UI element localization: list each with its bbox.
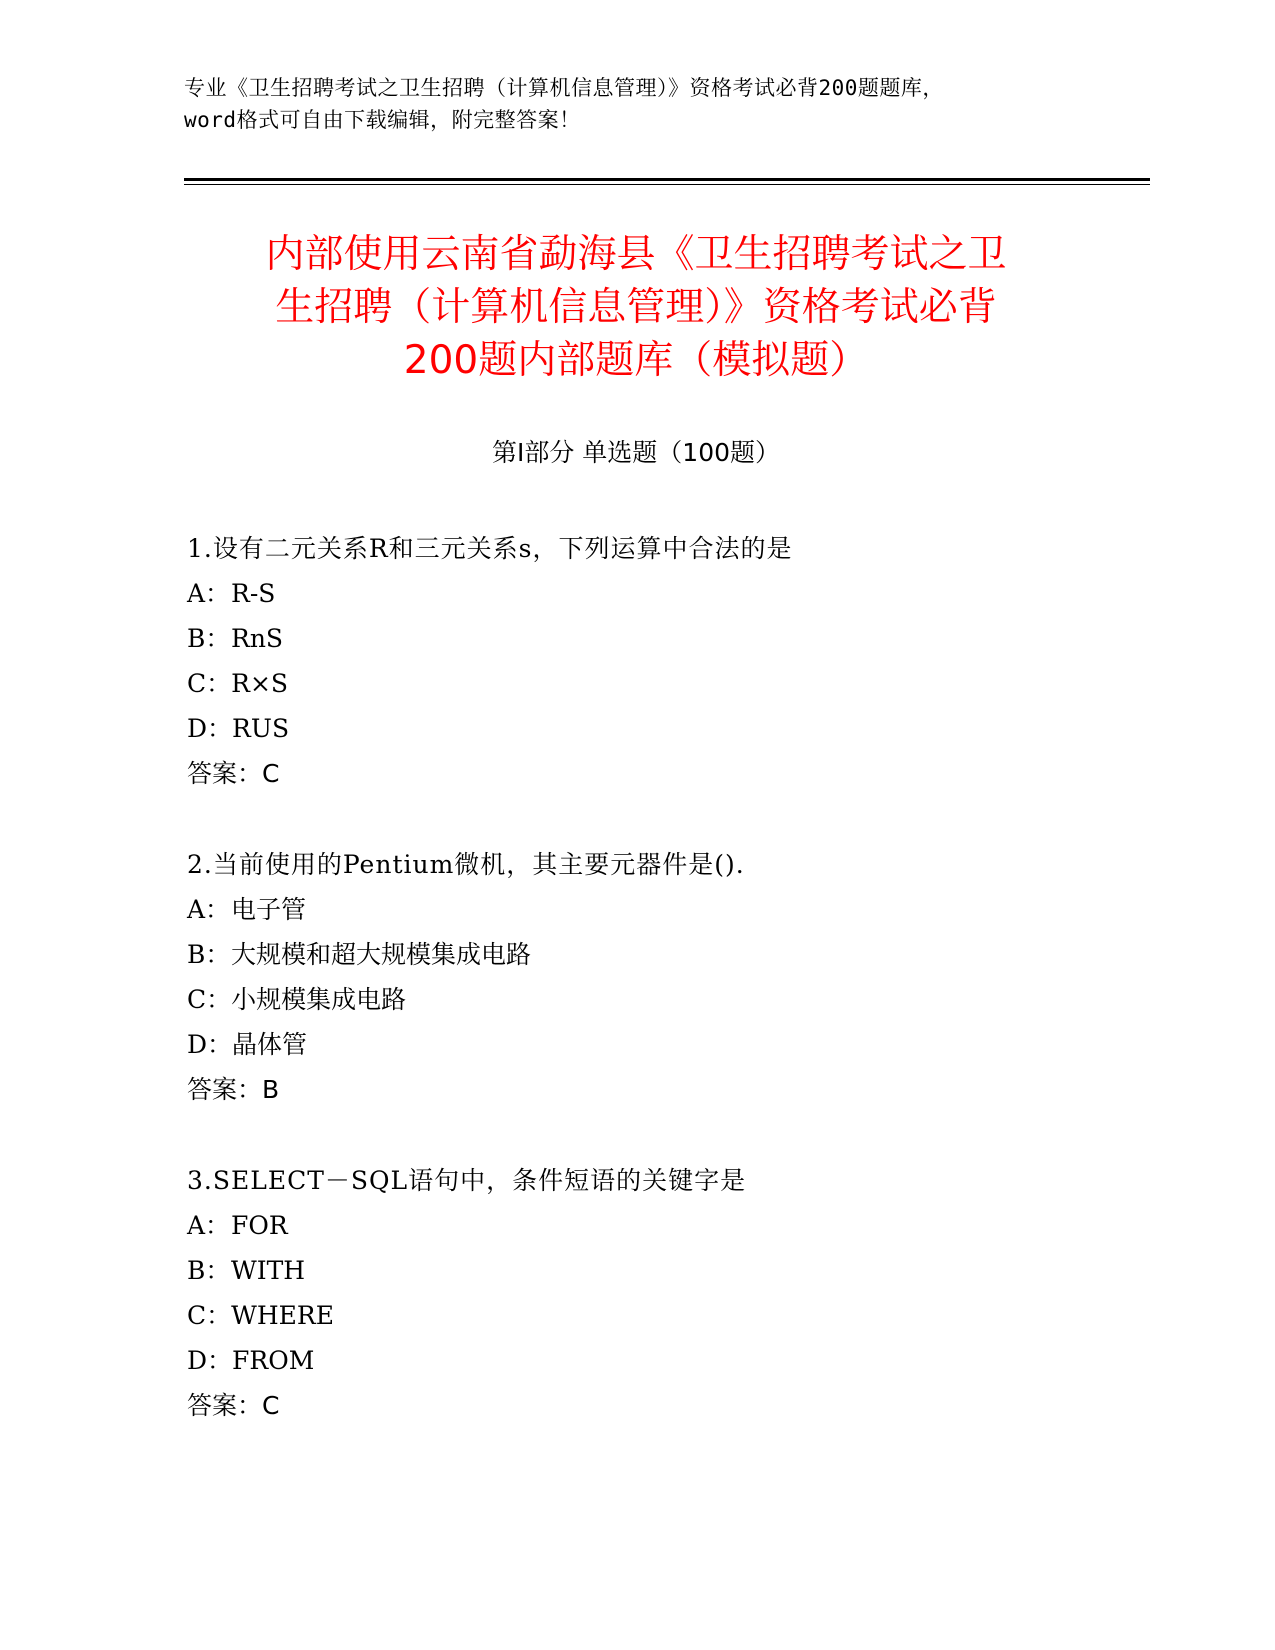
- option-b: [187, 1248, 1107, 1293]
- option-text: RnS: [231, 624, 284, 653]
- option-b: [187, 932, 1107, 977]
- title-line-2: 生招聘（计算机信息管理）》资格考试必背: [275, 285, 997, 330]
- option-text: WHERE: [231, 1301, 334, 1330]
- answer-line: [187, 1067, 1107, 1112]
- option-letter: C：: [187, 985, 232, 1014]
- option-text: R-S: [231, 579, 276, 608]
- section-heading: 第Ⅰ部分 单选题（100题）: [491, 438, 781, 467]
- header-divider-thick: [184, 178, 1150, 181]
- option-d: [187, 1338, 1107, 1383]
- option-letter: A：: [187, 1211, 231, 1240]
- title-line-3: 200题内部题库（模拟题）: [403, 338, 869, 383]
- option-b: [187, 616, 1107, 661]
- option-a: [187, 1203, 1107, 1248]
- option-a: [187, 887, 1107, 932]
- answer-label: 答案：: [187, 759, 263, 788]
- question-item: [187, 842, 1107, 1112]
- option-letter: D：: [187, 1346, 233, 1375]
- answer-line: [187, 751, 1107, 796]
- answer-line: [187, 1383, 1107, 1428]
- header-line-1: 专业《卫生招聘考试之卫生招聘（计算机信息管理）》资格考试必背200题题库，: [184, 76, 944, 100]
- option-letter: A：: [187, 579, 231, 608]
- answer-value: C: [262, 759, 280, 788]
- option-letter: B：: [187, 624, 231, 653]
- answer-value: B: [262, 1075, 280, 1104]
- option-text: 晶体管: [232, 1030, 308, 1059]
- answer-label: 答案：: [187, 1075, 263, 1104]
- question-stem: 3.SELECT－SQL语句中，条件短语的关键字是: [187, 1166, 747, 1195]
- answer-label: 答案：: [187, 1391, 263, 1420]
- question-stem: 2.当前使用的Pentium微机，其主要元器件是().: [187, 850, 745, 879]
- title-line-1: 内部使用云南省勐海县《卫生招聘考试之卫: [265, 232, 1007, 277]
- option-text: FROM: [232, 1346, 315, 1375]
- header-divider-thin: [184, 184, 1150, 185]
- option-text: 大规模和超大规模集成电路: [231, 940, 532, 969]
- option-letter: C：: [187, 1301, 232, 1330]
- option-c: [187, 661, 1107, 706]
- question-item: [187, 526, 1107, 796]
- option-a: [187, 571, 1107, 616]
- document-header-note: [184, 72, 1084, 136]
- option-text: RUS: [232, 714, 290, 743]
- option-letter: C：: [187, 669, 232, 698]
- option-letter: D：: [187, 714, 233, 743]
- option-text: R×S: [231, 669, 289, 698]
- option-text: FOR: [231, 1211, 288, 1240]
- option-c: [187, 1293, 1107, 1338]
- option-letter: B：: [187, 940, 231, 969]
- answer-value: C: [262, 1391, 280, 1420]
- option-text: 电子管: [231, 895, 307, 924]
- document-title: [184, 228, 1088, 387]
- header-line-2: word格式可自由下载编辑，附完整答案！: [184, 108, 581, 132]
- option-c: [187, 977, 1107, 1022]
- option-d: [187, 1022, 1107, 1067]
- option-text: 小规模集成电路: [231, 985, 407, 1014]
- question-list: [187, 526, 1107, 1474]
- question-stem: 1.设有二元关系R和三元关系s，下列运算中合法的是: [187, 534, 793, 563]
- option-text: WITH: [231, 1256, 306, 1285]
- option-letter: A：: [187, 895, 231, 924]
- option-letter: D：: [187, 1030, 233, 1059]
- question-item: [187, 1158, 1107, 1428]
- option-letter: B：: [187, 1256, 231, 1285]
- option-d: [187, 706, 1107, 751]
